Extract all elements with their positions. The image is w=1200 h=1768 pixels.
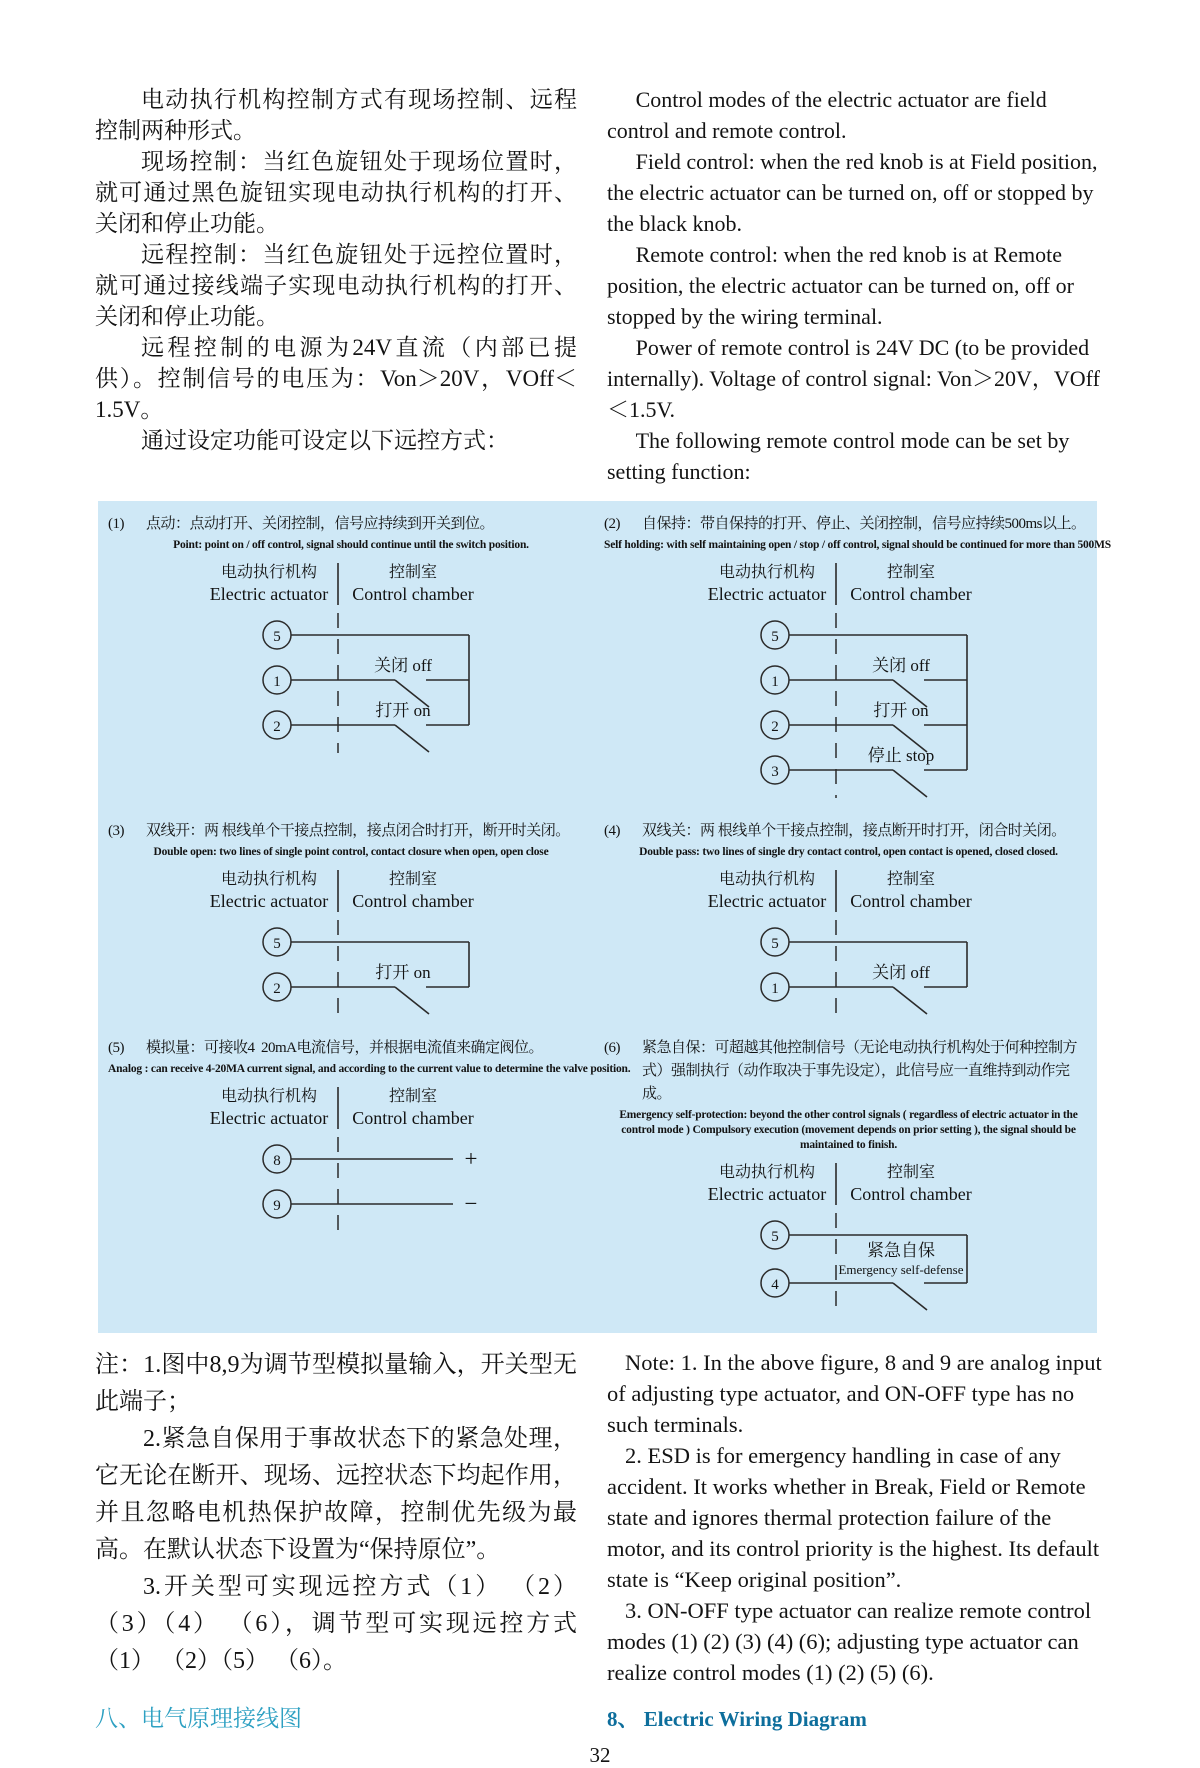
actuator-header-en: Electric actuator bbox=[209, 891, 329, 911]
diagram-subtitle-en: Double pass: two lines of single dry contact control, open contact is opened, closed closed. bbox=[639, 846, 1058, 858]
diagram-schematic-5 bbox=[111, 1081, 591, 1236]
svg-text:8: 8 bbox=[273, 1153, 281, 1169]
diagram-subtitle-en: Point: point on / off control, signal should continue until the switch position. bbox=[173, 539, 529, 551]
svg-text:5: 5 bbox=[770, 1229, 779, 1245]
wiring-diagram-4 bbox=[596, 818, 1093, 1019]
polarity-sign: + bbox=[464, 1146, 478, 1171]
diagram-schematic-4 bbox=[609, 864, 1089, 1019]
section-heading-chinese: 八、电气原理接线图 bbox=[95, 1706, 302, 1731]
diagram-schematic-2 bbox=[609, 557, 1089, 802]
diagram-title-zh: 双线关：两 根线单个干接点控制，接点断开时打开，闭合时关闭。 bbox=[642, 823, 1066, 839]
diagram-title-zh: 模拟量：可接收4 20mA电流信号，并根据电流值来确定阀位。 bbox=[146, 1040, 544, 1056]
actuator-header-zh: 电动执行机构 bbox=[718, 1164, 815, 1181]
diagram-title bbox=[108, 513, 594, 536]
actuator-header-zh: 电动执行机构 bbox=[220, 871, 318, 888]
intro-zh-paragraph: 现场控制：当红色旋钮处于现场位置时，就可通过黑色旋钮实现电动执行机构的打开、关闭和停止功能。 bbox=[95, 149, 577, 236]
diagram-schematic-6 bbox=[609, 1157, 1089, 1315]
svg-text:1: 1 bbox=[770, 981, 779, 997]
section-heading-english: 8、 Electric Wiring Diagram bbox=[607, 1707, 867, 1731]
svg-text:1: 1 bbox=[273, 674, 281, 690]
svg-text:1: 1 bbox=[770, 674, 779, 690]
intro-en-paragraph: Remote control: when the red knob is at Remote position, the electric actuator can be turned on, off or stopped by the wiring terminal. bbox=[607, 242, 1074, 329]
diagram-subtitle-en: Double open: two lines of single point control, contact closure when open, open close bbox=[153, 846, 549, 858]
intro-chinese-column bbox=[95, 84, 577, 487]
chamber-header-en: Control chamber bbox=[352, 1108, 474, 1128]
note-zh-paragraph: 2.紧急自保用于事故状态下的紧急处理，它无论在断开、现场、远控状态下均起作用，并且忽略电机热保护故障，控制优先级为最高。在默认状态下设置为“保持原位”。 bbox=[95, 1426, 577, 1563]
diagram-subtitle-en: Emergency self-protection: beyond the other control signals ( regardless of electric actuator in the control mode ) Compulsory execution (movement depends on prior setting ), the signal should be maintained to finish. bbox=[619, 1109, 1078, 1151]
intro-en-paragraph: Power of remote control is 24V DC (to be provided internally). Voltage of control signal: Von＞20V，VOff＜1.5V. bbox=[607, 335, 1100, 422]
intro-en-paragraph: The following remote control mode can be set by setting function: bbox=[607, 428, 1070, 484]
actuator-header-en: Electric actuator bbox=[707, 1184, 826, 1204]
switch-label: 紧急自保 bbox=[866, 1241, 935, 1260]
diagram-title bbox=[604, 513, 1093, 536]
diagram-number: (1) bbox=[108, 516, 124, 532]
chamber-header-zh: 控制室 bbox=[388, 871, 438, 888]
diagram-title-zh: 紧急自保：可超越其他控制信号（无论电动执行机构处于何种控制方式）强制执行（动作取决于事先设定），此信号应一直维持到动作完成。 bbox=[642, 1040, 1078, 1102]
intro-zh-paragraph: 远程控制：当红色旋钮处于远控位置时，就可通过接线端子实现电动执行机构的打开、关闭和停止功能。 bbox=[95, 242, 577, 329]
notes-section bbox=[0, 1333, 1200, 1688]
actuator-header-zh: 电动执行机构 bbox=[220, 564, 318, 581]
intro-zh-paragraph: 电动执行机构控制方式有现场控制、远程控制两种形式。 bbox=[95, 87, 577, 143]
chamber-header-zh: 控制室 bbox=[886, 1164, 935, 1181]
switch-label: 关闭 off bbox=[871, 656, 930, 675]
actuator-header-zh: 电动执行机构 bbox=[718, 564, 815, 581]
svg-text:5: 5 bbox=[273, 629, 281, 645]
diagram-number: (5) bbox=[108, 1040, 124, 1056]
intro-en-paragraph: Control modes of the electric actuator are field control and remote control. bbox=[607, 87, 1047, 143]
chamber-header-en: Control chamber bbox=[352, 584, 474, 604]
chamber-header-en: Control chamber bbox=[849, 1184, 972, 1204]
wiring-diagram-2 bbox=[596, 511, 1111, 802]
polarity-sign: − bbox=[464, 1191, 478, 1216]
diagram-title bbox=[604, 820, 1093, 843]
diagram-subtitle-en: Self holding: with self maintaining open / stop / off control, signal should be continued for more than 500MS bbox=[604, 539, 1111, 551]
intro-zh-paragraph: 远程控制的电源为24V直流（内部已提供）。控制信号的电压为：Von＞20V，VOff＜1.5V。 bbox=[95, 335, 577, 422]
chamber-header-zh: 控制室 bbox=[886, 871, 935, 888]
svg-text:2: 2 bbox=[273, 981, 281, 997]
actuator-header-zh: 电动执行机构 bbox=[220, 1088, 318, 1105]
wiring-modes-panel bbox=[98, 501, 1111, 1333]
diagram-number: (3) bbox=[108, 823, 124, 839]
switch-label: 停止 stop bbox=[867, 746, 934, 765]
actuator-header-en: Electric actuator bbox=[209, 584, 329, 604]
notes-english-column bbox=[607, 1347, 1105, 1688]
note-en-paragraph: 2. ESD is for emergency handling in case of any accident. It works whether in Break, Field or Remote state and ignores thermal protection failure of the motor, and its control priority is the highest. Its default state is “Keep original position”. bbox=[607, 1443, 1100, 1592]
actuator-header-en: Electric actuator bbox=[707, 891, 826, 911]
page-number: 32 bbox=[589, 1743, 611, 1767]
intro-english-column bbox=[607, 84, 1105, 487]
wiring-diagram-3 bbox=[100, 818, 594, 1019]
diagram-schematic-3 bbox=[111, 864, 591, 1019]
switch-label: 打开 on bbox=[872, 701, 929, 720]
chamber-header-zh: 控制室 bbox=[388, 564, 438, 581]
note-zh-paragraph: 3.开关型可实现远控方式（1） （2） （3）（4） （6），调节型可实现远控方式（1） （2）（5） （6）。 bbox=[95, 1574, 577, 1674]
diagram-title bbox=[108, 820, 594, 843]
notes-chinese-column bbox=[95, 1347, 577, 1688]
svg-text:2: 2 bbox=[770, 719, 779, 735]
diagram-title-zh: 自保持：带自保持的打开、停止、关闭控制，信号应持续500ms以上。 bbox=[642, 516, 1086, 532]
svg-text:5: 5 bbox=[770, 629, 779, 645]
actuator-header-zh: 电动执行机构 bbox=[718, 871, 815, 888]
diagram-number: (2) bbox=[604, 516, 620, 532]
svg-text:4: 4 bbox=[770, 1277, 779, 1293]
chamber-header-en: Control chamber bbox=[849, 891, 972, 911]
wiring-diagram-1 bbox=[100, 511, 594, 757]
switch-label-en: Emergency self-defense bbox=[837, 1262, 964, 1277]
diagram-number: (6) bbox=[604, 1040, 620, 1056]
svg-text:3: 3 bbox=[770, 764, 779, 780]
wiring-diagram-6 bbox=[596, 1035, 1093, 1315]
chamber-header-en: Control chamber bbox=[849, 584, 972, 604]
diagram-title-zh: 双线开：两 根线单个干接点控制，接点闭合时打开，断开时关闭。 bbox=[146, 823, 570, 839]
svg-text:2: 2 bbox=[273, 719, 281, 735]
switch-label: 关闭 off bbox=[374, 656, 432, 675]
intro-en-paragraph: Field control: when the red knob is at Field position, the electric actuator can be turned on, off or stopped by the black knob. bbox=[607, 149, 1098, 236]
note-en-paragraph: 3. ON-OFF type actuator can realize remote control modes (1) (2) (3) (4) (6); adjusting type actuator can realize control modes (1) (2) (5) (6). bbox=[607, 1598, 1092, 1685]
chamber-header-zh: 控制室 bbox=[388, 1088, 438, 1105]
actuator-header-en: Electric actuator bbox=[707, 584, 826, 604]
note-zh-paragraph: 注：1.图中8,9为调节型模拟量输入，开关型无此端子； bbox=[95, 1352, 577, 1415]
intro-zh-paragraph: 通过设定功能可设定以下远控方式： bbox=[141, 428, 509, 453]
note-en-paragraph: Note: 1. In the above figure, 8 and 9 are analog input of adjusting type actuator, and ON-OFF type has no such terminals. bbox=[607, 1350, 1102, 1437]
actuator-header-en: Electric actuator bbox=[209, 1108, 329, 1128]
diagram-title-zh: 点动：点动打开、关闭控制，信号应持续到开关到位。 bbox=[146, 516, 495, 532]
diagram-number: (4) bbox=[604, 823, 620, 839]
diagram-title bbox=[108, 1037, 594, 1060]
svg-text:5: 5 bbox=[770, 936, 779, 952]
intro-section bbox=[0, 0, 1200, 487]
svg-text:5: 5 bbox=[273, 936, 281, 952]
switch-label: 关闭 off bbox=[871, 963, 930, 982]
diagram-title bbox=[604, 1037, 1093, 1106]
chamber-header-en: Control chamber bbox=[352, 891, 474, 911]
chamber-header-zh: 控制室 bbox=[886, 564, 935, 581]
wiring-diagram-5 bbox=[100, 1035, 631, 1236]
switch-label: 打开 on bbox=[375, 963, 431, 982]
svg-text:9: 9 bbox=[273, 1198, 281, 1214]
diagram-subtitle-en: Analog : can receive 4-20MA current signal, and according to the current value to determine the valve position. bbox=[108, 1063, 631, 1075]
diagram-schematic-1 bbox=[111, 557, 591, 757]
switch-label: 打开 on bbox=[375, 701, 431, 720]
section-headings-row bbox=[0, 1688, 1200, 1733]
diagram-grid bbox=[98, 509, 1111, 1317]
